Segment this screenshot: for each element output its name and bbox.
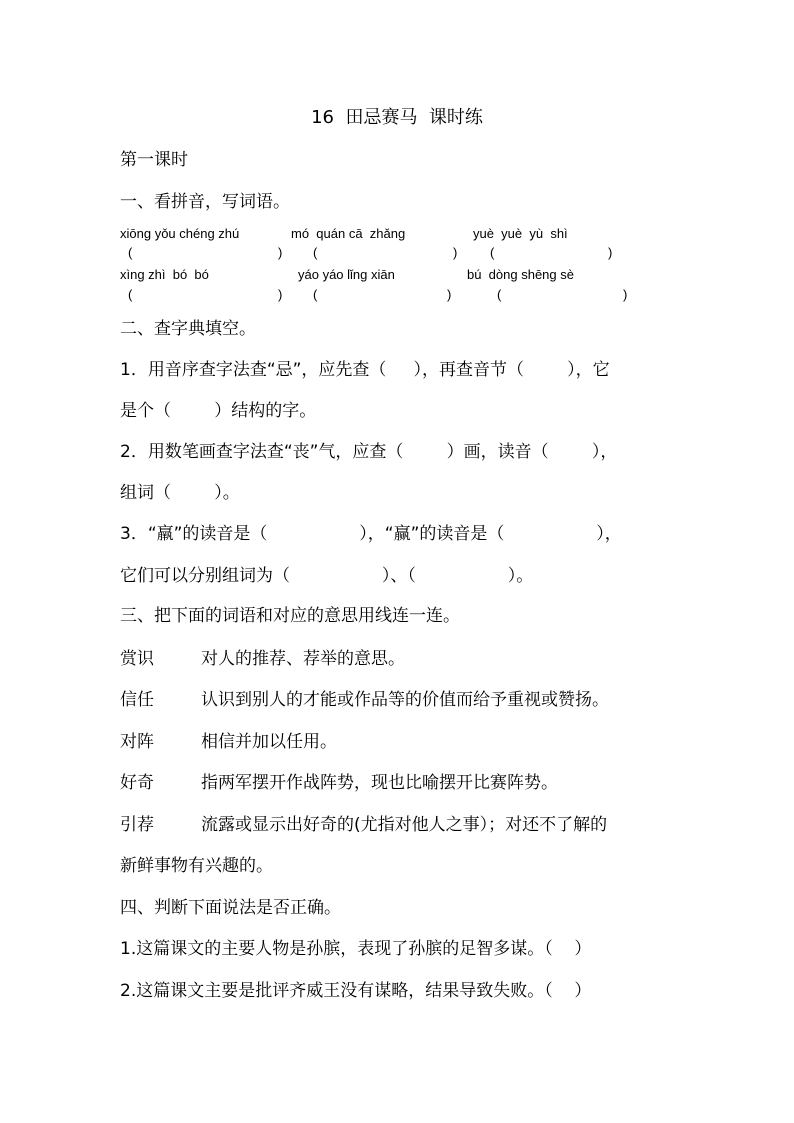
answer-paren-close-2: ): [453, 245, 458, 260]
question-2-3-line-1: 3．“羸”的读音是（ ），“赢”的读音是（ ），: [120, 524, 622, 544]
answer-paren-close-3: ): [608, 245, 613, 260]
match-word: 信任: [120, 690, 154, 710]
answer-paren-open-1: (: [128, 245, 133, 260]
question-2-3-line-2: 它们可以分别组词为（ ）、（ ）。: [120, 566, 534, 586]
judgment-item-2: 2.这篇课文主要是批评齐威王没有谋略，结果导致失败。（ ）: [120, 981, 592, 1001]
question-2-1-line-2: 是个（ ）结构的字。: [120, 401, 317, 421]
match-word: 对阵: [120, 732, 154, 752]
match-meaning: 流露或显示出好奇的(尤指对他人之事）；对还不了解的: [201, 815, 608, 835]
answer-paren-open-6: (: [497, 287, 502, 302]
question-2-2-line-1: 2．用数笔画查字法查“丧”气，应查（ ）画，读音（ ），: [120, 442, 618, 462]
match-word: 好奇: [120, 773, 154, 793]
pinyin-1: xiōng yǒu chéng zhú: [120, 226, 240, 241]
answer-paren-close-5: ): [447, 287, 452, 302]
answer-paren-open-3: (: [490, 245, 495, 260]
question-2-1-line-1: 1．用音序查字法查“忌”，应先查（ ），再查音节（ ），它: [120, 360, 610, 380]
pinyin-5: yáo yáo lǐng xiān: [298, 267, 395, 282]
pinyin-3: yuè yuè yù shì: [473, 226, 568, 241]
answer-paren-close-1: ): [278, 245, 283, 260]
judgment-item-1: 1.这篇课文的主要人物是孙膑，表现了孙膑的足智多谋。（ ）: [120, 939, 592, 959]
match-meaning-continued: 新鲜事物有兴趣的。: [120, 856, 273, 876]
section4-heading: 四、判断下面说法是否正确。: [120, 898, 341, 918]
answer-paren-close-6: ): [623, 287, 628, 302]
section2-heading: 二、查字典填空。: [120, 319, 256, 339]
match-word: 赏识: [120, 649, 154, 669]
answer-paren-close-4: ): [278, 287, 283, 302]
match-meaning: 认识到别人的才能或作品等的价值而给予重视或赞扬。: [201, 690, 609, 710]
answer-paren-open-2: (: [313, 245, 318, 260]
match-meaning: 指两军摆开作战阵势，现也比喻摆开比赛阵势。: [201, 773, 558, 793]
answer-paren-open-5: (: [313, 287, 318, 302]
section3-heading: 三、把下面的词语和对应的意思用线连一连。: [120, 606, 460, 626]
pinyin-6: bú dòng shēng sè: [467, 267, 574, 282]
match-meaning: 相信并加以任用。: [201, 732, 337, 752]
match-meaning: 对人的推荐、荐举的意思。: [201, 649, 405, 669]
lesson-label: 第一课时: [120, 150, 188, 170]
match-word: 引荐: [120, 815, 154, 835]
question-2-2-line-2: 组词（ ）。: [120, 483, 240, 503]
pinyin-4: xìng zhì bó bó: [120, 267, 209, 282]
page-title: 16 田忌赛马 课时练: [311, 107, 483, 128]
pinyin-2: mó quán cā zhǎng: [291, 226, 406, 241]
section1-heading: 一、看拼音，写词语。: [120, 192, 290, 212]
answer-paren-open-4: (: [128, 287, 133, 302]
